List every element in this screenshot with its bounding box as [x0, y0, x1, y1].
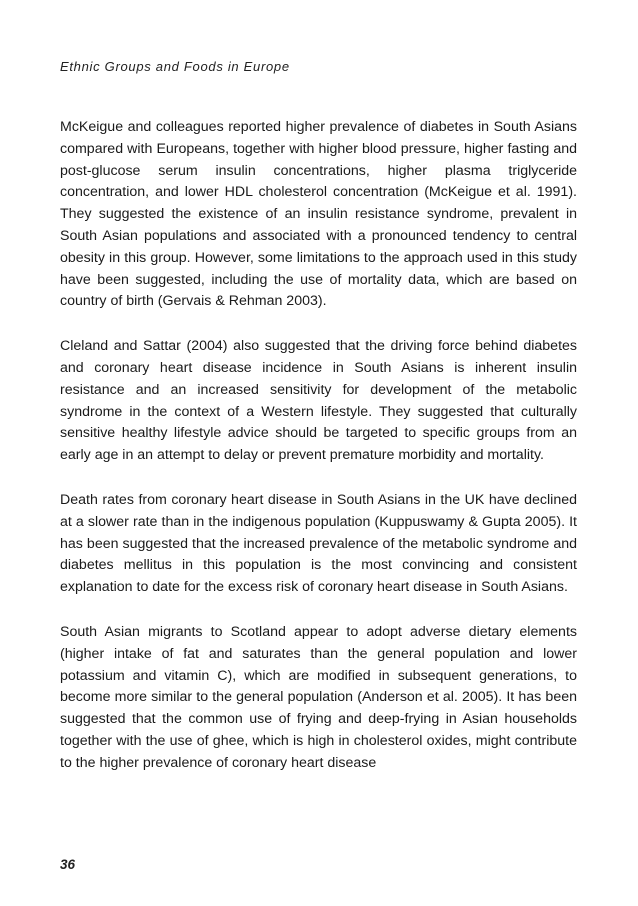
paragraph-4: South Asian migrants to Scotland appear to adopt adverse dietary elements (higher intake of fat and saturates than the general population and lower potassium and vitamin C), which are modified in subsequent generations, to become more similar to the general population (Anderson et al. 2005). It has been suggested that the common use of frying and deep-frying in Asian households together with the use of ghee, which is high in cholesterol oxides, might contribute to the higher prevalence of coronary heart disease — [60, 623, 577, 771]
page-number: 36 — [60, 857, 76, 872]
running-header: Ethnic Groups and Foods in Europe — [60, 59, 290, 74]
body-text — [60, 117, 577, 775]
paragraph-1: McKeigue and colleagues reported higher prevalence of diabetes in South Asians compared with Europeans, together with higher blood pressure, higher fasting and post-glucose serum insulin concentrations, higher plasma triglyceride concentration, and lower HDL cholesterol concentration (McKeigue et al. 1991). They suggested the existence of an insulin resistance syndrome, prevalent in South Asian populations and associated with a pronounced tendency to central obesity in this group. However, some limitations to the approach used in this study have been suggested, including the use of mortality data, which are based on country of birth (Gervais & Rehman 2003). — [60, 119, 577, 310]
paragraph-2: Cleland and Sattar (2004) also suggested that the driving force behind diabetes and coronary heart disease incidence in South Asians is inherent insulin resistance and an increased sensitivity for development of the metabolic syndrome in the context of a Western lifestyle. They suggested that culturally sensitive healthy lifestyle advice should be targeted to specific groups from an early age in an attempt to delay or prevent premature morbidity and mortality. — [60, 338, 577, 464]
paragraph-3: Death rates from coronary heart disease in South Asians in the UK have declined at a slower rate than in the indigenous population (Kuppuswamy & Gupta 2005). It has been suggested that the increased prevalence of the metabolic syndrome and diabetes mellitus in this population is the most convincing and consistent explanation to date for the excess risk of coronary heart disease in South Asians. — [60, 491, 577, 596]
